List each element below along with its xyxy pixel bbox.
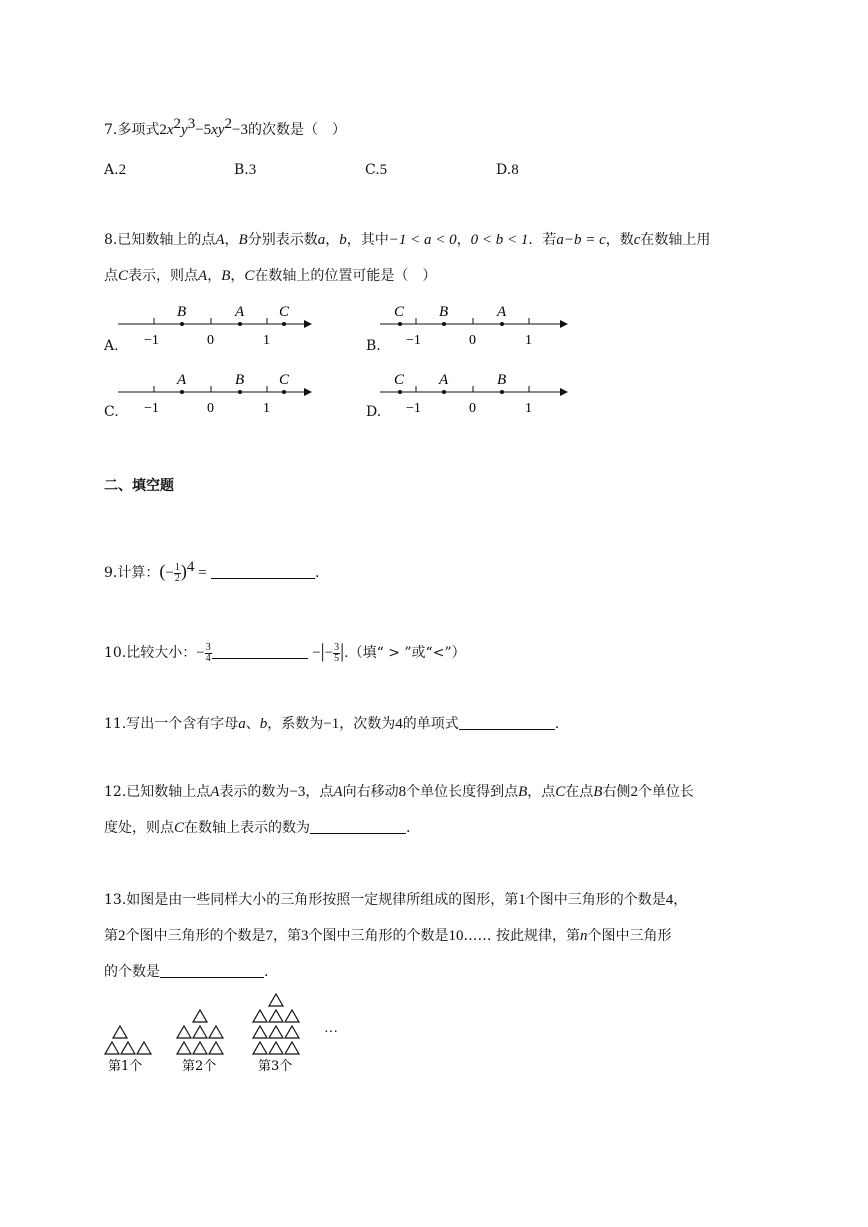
point-label: A bbox=[439, 372, 449, 388]
tick-label: 1 bbox=[525, 333, 532, 348]
figure-caption: 第2个 bbox=[182, 1059, 217, 1074]
q8-number-line-c bbox=[116, 366, 316, 418]
point-label: C bbox=[279, 304, 290, 320]
point-dot bbox=[282, 322, 286, 326]
q7-option-a: A.2 bbox=[104, 162, 127, 178]
tick-label: 1 bbox=[263, 333, 270, 348]
q13-stem-line2: 第2个图中三角形的个数是7，第3个图中三角形的个数是10…… 按此规律，第n个图中三角形 bbox=[104, 928, 672, 944]
q11-answer-blank[interactable] bbox=[459, 715, 555, 730]
q13-stem-line1: 13.如图是由一些同样大小的三角形按照一定规律所组成的图形，第1个图中三角形的个数是4， bbox=[104, 892, 688, 908]
tick-label: 0 bbox=[207, 333, 214, 348]
axis-arrow bbox=[304, 388, 312, 396]
q13-answer-blank[interactable] bbox=[160, 963, 264, 978]
point-dot bbox=[398, 390, 402, 394]
q7-option-b: B.3 bbox=[234, 162, 257, 178]
q12-stem-line1: 12.已知数轴上点A表示的数为−3，点A向右移动8个单位长度得到点B，点C在点B右侧2个单位长 bbox=[104, 784, 694, 800]
axis-arrow bbox=[560, 320, 568, 328]
figure-caption: 第1个 bbox=[108, 1059, 143, 1074]
q13-stem-line3: 的个数是 . bbox=[104, 964, 269, 980]
q8-option-d-label: D. bbox=[366, 404, 382, 420]
triangle-icon bbox=[285, 1042, 299, 1054]
point-label: C bbox=[279, 372, 290, 388]
triangle-icon bbox=[113, 1026, 127, 1038]
q8-option-c-label: C. bbox=[104, 404, 119, 420]
triangle-icon bbox=[177, 1026, 191, 1038]
point-dot bbox=[500, 390, 504, 394]
triangle-icon bbox=[253, 1010, 267, 1022]
triangle-icon bbox=[137, 1042, 151, 1054]
tick-label: −1 bbox=[144, 401, 159, 416]
triangle-icon bbox=[269, 1026, 283, 1038]
poly-coef: 2 bbox=[159, 122, 167, 138]
triangle-icon bbox=[193, 1010, 207, 1022]
ellipsis: ··· bbox=[324, 1025, 338, 1040]
q8-number-line-b bbox=[378, 298, 578, 350]
q7-stem: 7.多项式$2x^2y^3-5xy^2-3$的次数是（ ） bbox=[104, 116, 346, 138]
triangle-icon bbox=[193, 1026, 207, 1038]
point-dot bbox=[238, 322, 242, 326]
axis-arrow bbox=[304, 320, 312, 328]
q8-number-line-a bbox=[116, 298, 316, 350]
tick-label: 1 bbox=[263, 401, 270, 416]
q8-number-line-d bbox=[378, 366, 578, 418]
q9-stem: 9.计算：(− $\frac{1}{2}$ )$^4$ = . bbox=[104, 559, 320, 584]
triangle-icon bbox=[193, 1042, 207, 1054]
q10-answer-blank[interactable] bbox=[212, 644, 308, 659]
point-dot bbox=[442, 322, 446, 326]
tick-label: 0 bbox=[469, 333, 476, 348]
q7-option-d: D.8 bbox=[496, 162, 519, 178]
point-dot bbox=[180, 322, 184, 326]
q11-stem: 11.写出一个含有字母a、b，系数为−1，次数为4的单项式 . bbox=[104, 716, 560, 732]
tick-label: 0 bbox=[207, 401, 214, 416]
triangle-icon bbox=[105, 1042, 119, 1054]
q8-stem-line2: 点C表示，则点A，B，C在数轴上的位置可能是（ ） bbox=[104, 268, 437, 284]
axis-arrow bbox=[560, 388, 568, 396]
triangle-icon bbox=[285, 1026, 299, 1038]
point-dot bbox=[398, 322, 402, 326]
triangle-icon bbox=[121, 1042, 135, 1054]
point-label: B bbox=[235, 372, 245, 388]
tick-label: 1 bbox=[525, 401, 532, 416]
point-dot bbox=[500, 322, 504, 326]
point-dot bbox=[238, 390, 242, 394]
q12-answer-blank[interactable] bbox=[310, 819, 406, 834]
point-label: C bbox=[394, 372, 405, 388]
q13-triangle-figure bbox=[100, 990, 360, 1076]
point-label: C bbox=[394, 304, 405, 320]
tick-label: 0 bbox=[469, 401, 476, 416]
triangle-icon bbox=[269, 1042, 283, 1054]
triangle-icon bbox=[177, 1042, 191, 1054]
q9-answer-blank[interactable] bbox=[211, 564, 315, 579]
q12-stem-line2: 度处，则点C在数轴上表示的数为 . bbox=[104, 820, 411, 836]
q10-stem: 10.比较大小：− $\frac{3}{4}$ −|− $\frac{3}{5}$ |.（填“ > ”或“<”） bbox=[104, 640, 466, 664]
q8-option-a-label: A. bbox=[104, 338, 119, 354]
triangle-icon bbox=[253, 1042, 267, 1054]
tick-label: −1 bbox=[406, 333, 421, 348]
point-label: A bbox=[235, 304, 245, 320]
point-label: B bbox=[177, 304, 187, 320]
figure-caption: 第3个 bbox=[258, 1059, 293, 1074]
q8-option-b-label: B. bbox=[366, 338, 381, 354]
point-label: A bbox=[177, 372, 187, 388]
triangle-icon bbox=[285, 1010, 299, 1022]
point-dot bbox=[282, 390, 286, 394]
point-dot bbox=[180, 390, 184, 394]
tick-label: −1 bbox=[144, 333, 159, 348]
section-title: 二、填空题 bbox=[104, 478, 174, 494]
point-label: B bbox=[497, 372, 507, 388]
point-label: A bbox=[497, 304, 507, 320]
point-dot bbox=[442, 390, 446, 394]
tick-label: −1 bbox=[406, 401, 421, 416]
q8-stem-line1: 8.已知数轴上的点A，B分别表示数a，b，其中−1 < a < 0，0 < b < 1．若a−b = c，数c在数轴上用 bbox=[104, 232, 711, 248]
triangle-icon bbox=[269, 1010, 283, 1022]
triangle-icon bbox=[209, 1026, 223, 1038]
triangle-icon bbox=[253, 1026, 267, 1038]
triangle-icon bbox=[269, 994, 283, 1006]
point-label: B bbox=[439, 304, 449, 320]
q7-option-c: C.5 bbox=[365, 162, 388, 178]
triangle-icon bbox=[209, 1042, 223, 1054]
